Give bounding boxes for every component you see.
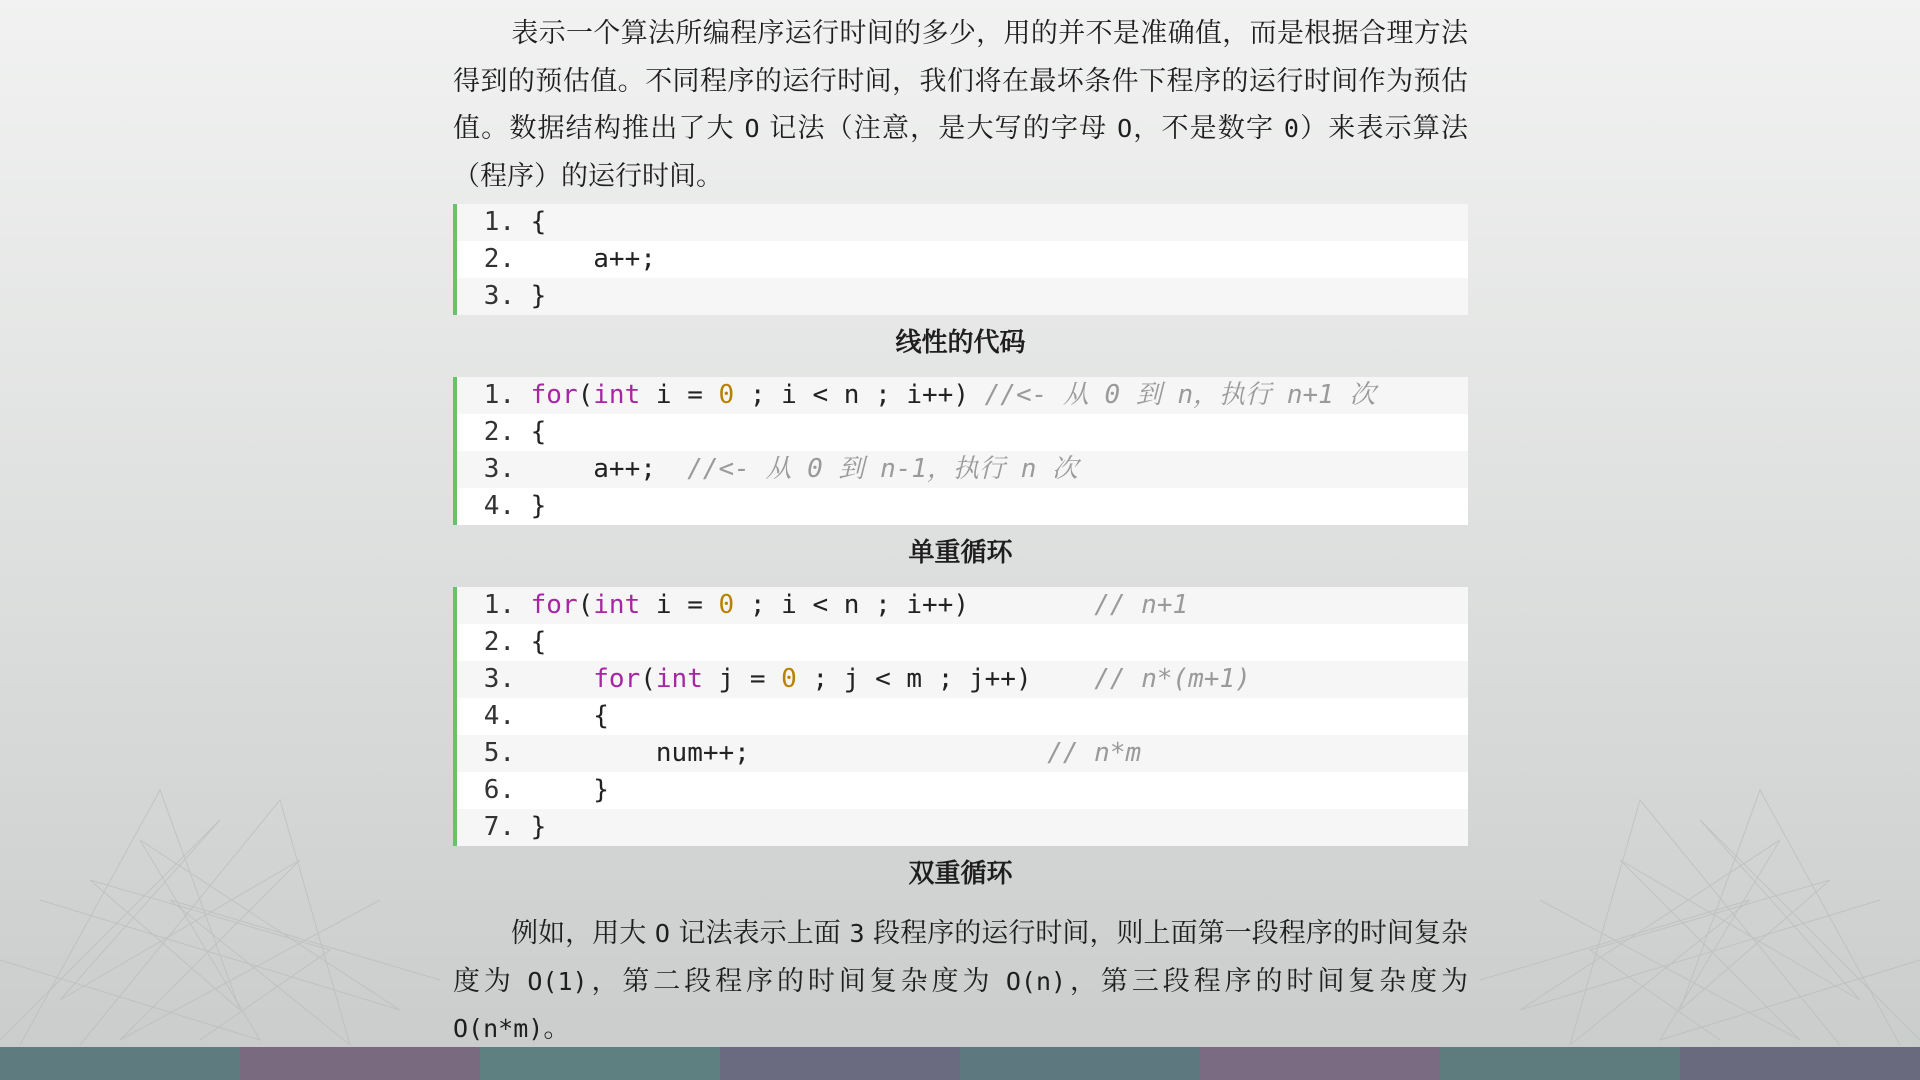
code-line: 3. for(int j = 0 ; j < m ; j++) // n*(m+1) <box>457 661 1468 698</box>
code-line: 5. num++; // n*m <box>457 735 1468 772</box>
bar-segment <box>480 1047 720 1080</box>
bar-segment <box>720 1047 960 1080</box>
bar-segment <box>240 1047 480 1080</box>
bar-segment <box>1200 1047 1440 1080</box>
code-line: 7. } <box>457 809 1468 846</box>
code-line: 2. a++; <box>483 244 656 274</box>
bottom-color-bar <box>0 1047 1920 1080</box>
document-content <box>453 0 1468 1053</box>
bar-segment <box>0 1047 240 1080</box>
code-line: 6. } <box>483 775 609 805</box>
code-line: 1. for(int i = 0 ; i < n ; i++) //<- 从 0 到 n，执行 n+1 次 <box>457 377 1468 414</box>
code-line: 4. { <box>483 701 609 731</box>
code-line: 1. { <box>457 204 1468 241</box>
caption-linear: 线性的代码 <box>895 328 1026 358</box>
code-block-single-loop <box>453 377 1468 525</box>
bar-segment <box>960 1047 1200 1080</box>
code-line: 2. { <box>483 627 547 657</box>
code-line: 3. a++; //<- 从 0 到 n-1，执行 n 次 <box>457 451 1468 488</box>
code-line: 2. { <box>483 417 547 447</box>
code-block-double-loop <box>453 587 1468 846</box>
code-line: 3. } <box>457 278 1468 315</box>
caption-single-loop: 单重循环 <box>908 538 1013 568</box>
intro-paragraph: 表示一个算法所编程序运行时间的多少，用的并不是准确值，而是根据合理方法得到的预估值。不同程序的运行时间，我们将在最坏条件下程序的运行时间作为预估值。数据结构推出了大 O 记法（注意，是大写的字母 O，不是数字 0）来表示算法（程序）的运行时间。 <box>453 18 1468 192</box>
bar-segment <box>1440 1047 1680 1080</box>
caption-double-loop: 双重循环 <box>908 859 1013 889</box>
code-block-linear <box>453 204 1468 315</box>
outro-paragraph: 例如，用大 O 记法表示上面 3 段程序的运行时间，则上面第一段程序的时间复杂度为 O(1)，第二段程序的时间复杂度为 O(n)，第三段程序的时间复杂度为 O(n*m)。 <box>453 918 1468 1044</box>
code-line: 1. for(int i = 0 ; i < n ; i++) // n+1 <box>457 587 1468 624</box>
code-line: 4. } <box>483 491 547 521</box>
bar-segment <box>1680 1047 1920 1080</box>
